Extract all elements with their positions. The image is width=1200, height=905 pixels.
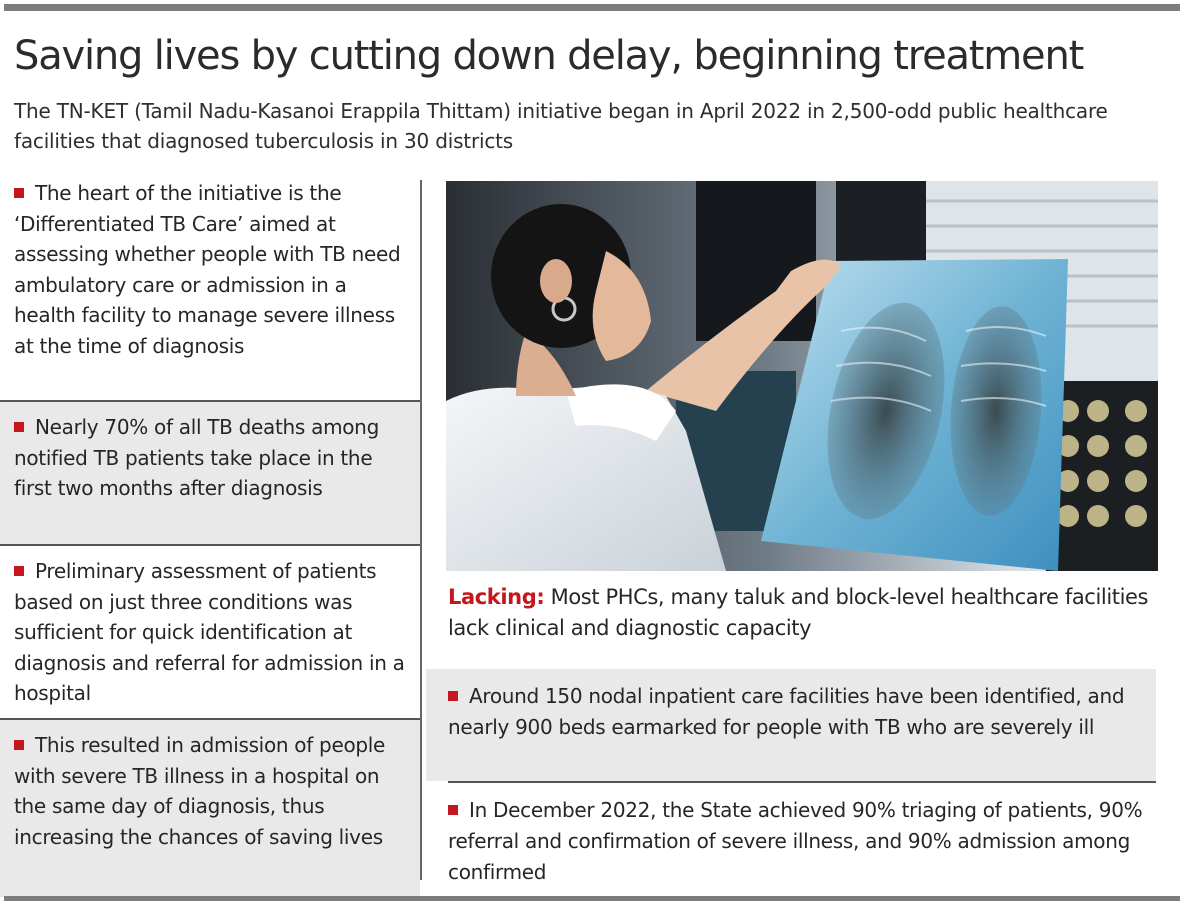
bullet-square-icon (14, 740, 24, 750)
bullet-square-icon (448, 691, 458, 701)
left-point-1: The heart of the initiative is the ‘Differentiated TB Care’ aimed at assessing whether people with TB need ambulatory care or admission in a health facility to manage severe illness at the time of diagnosis (14, 181, 401, 358)
bullet-square-icon (14, 566, 24, 576)
caption-text: Most PHCs, many taluk and block-level healthcare facilities lack clinical and diagnostic capacity (448, 585, 1149, 640)
caption-lead: Lacking: (448, 585, 545, 609)
top-rule (4, 4, 1180, 11)
headline: Saving lives by cutting down delay, beginning treatment (14, 33, 1084, 79)
right-point-1: Around 150 nodal inpatient care facilities have been identified, and nearly 900 beds earmarked for people with TB who are severely ill (426, 669, 1156, 781)
photo-caption (448, 582, 1168, 644)
left-point-3: Preliminary assessment of patients based on just three conditions was sufficient for quick identification at diagnosis and referral for admission in a hospital (14, 559, 405, 705)
left-column (0, 178, 420, 897)
bottom-rule (4, 896, 1180, 901)
column-divider (420, 180, 422, 880)
left-point-4: This resulted in admission of people with severe TB illness in a hospital on the same day of diagnosis, thus increasing the chances of saving lives (0, 720, 420, 897)
doctor-viewing-chest-xray-photo (446, 181, 1158, 571)
subheadline: The TN-KET (Tamil Nadu-Kasanoi Erappila Thittam) initiative began in April 2022 in 2,500-odd public healthcare facilities that diagnosed tuberculosis in 30 districts (14, 99, 1108, 153)
right-column (426, 669, 1156, 891)
bullet-square-icon (14, 188, 24, 198)
bullet-square-icon (14, 422, 24, 432)
left-point-2: Nearly 70% of all TB deaths among notified TB patients take place in the first two months after diagnosis (0, 402, 420, 544)
right-point-2: In December 2022, the State achieved 90% triaging of patients, 90% referral and confirmation of severe illness, and 90% admission among confirmed (448, 798, 1143, 884)
bullet-square-icon (448, 805, 458, 815)
